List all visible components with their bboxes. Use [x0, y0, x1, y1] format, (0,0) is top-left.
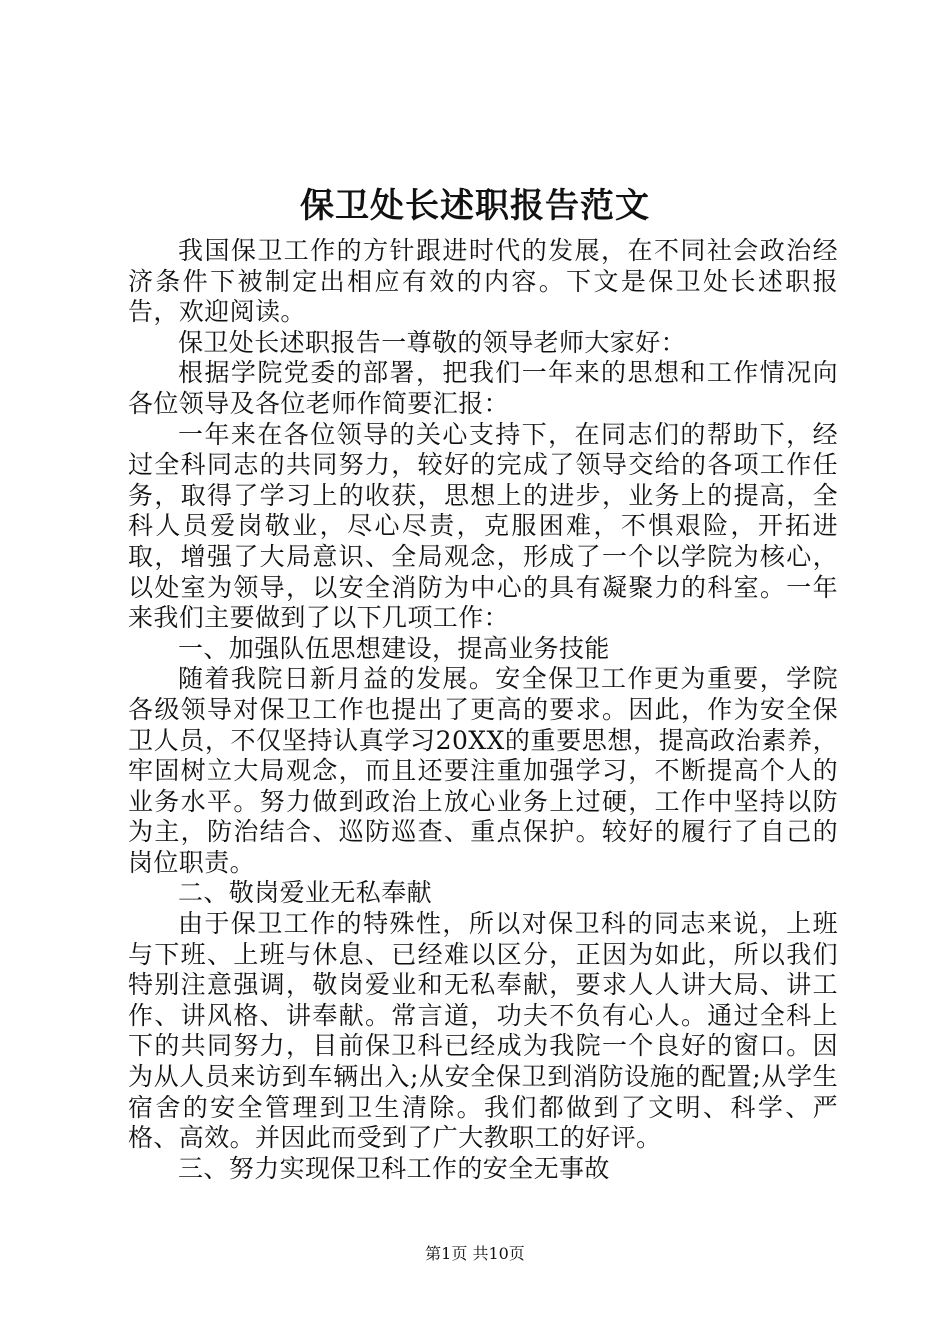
section-heading-2: 二、敬岗爱业无私奉献 [178, 878, 433, 908]
page-number-footer: 第1页 共10页 [425, 1244, 525, 1263]
paragraph-section-2: 由于保卫工作的特殊性，所以对保卫科的同志来说，上班与下班、上班与休息、已经难以区分，正因为如此，所以我们特别注意强调，敬岗爱业和无私奉献，要求人人讲大局、讲工作、讲风格、讲奉献。常言道，功夫不负有心人。通过全科上下的共同努力，目前保卫科已经成为我院一个良好的窗口。因为从人员来访到车辆出入;从安全保卫到消防设施的配置;从学生宿舍的安全管理到卫生清除。我们都做到了文明、科学、严格、高效。并因此而受到了广大教职工的好评。 [128, 909, 838, 1153]
document-title: 保卫处长述职报告范文 [300, 186, 650, 226]
section-heading-1: 一、加强队伍思想建设，提高业务技能 [178, 633, 610, 663]
paragraph-preface: 根据学院党委的部署，把我们一年来的思想和工作情况向各位领导及各位老师作简要汇报： [128, 358, 838, 418]
paragraph-section-1: 随着我院日新月益的发展。安全保卫工作更为重要，学院各级领导对保卫工作也提出了更高的要求。因此，作为安全保卫人员，不仅坚持认真学习20XX的重要思想，提高政治素养，牢固树立大局观念，而且还要注重加强学习，不断提高个人的业务水平。努力做到政治上放心业务上过硬，工作中坚持以防为主，防治结合、巡防巡查、重点保护。较好的履行了自己的岗位职责。 [128, 664, 838, 877]
paragraph-intro: 我国保卫工作的方针跟进时代的发展，在不同社会政治经济条件下被制定出相应有效的内容。下文是保卫处长述职报告，欢迎阅读。 [128, 236, 838, 327]
paragraph-summary: 一年来在各位领导的关心支持下，在同志们的帮助下，经过全科同志的共同努力，较好的完成了领导交给的各项工作任务，取得了学习上的收获，思想上的进步，业务上的提高，全科人员爱岗敬业，尽心尽责，克服困难，不惧艰险，开拓进取，增强了大局意识、全局观念，形成了一个以学院为核心，以处室为领导，以安全消防为中心的具有凝聚力的科室。一年来我们主要做到了以下几项工作： [128, 419, 838, 633]
paragraph-greeting: 保卫处长述职报告一尊敬的领导老师大家好： [178, 327, 687, 357]
section-heading-3: 三、努力实现保卫科工作的安全无事故 [178, 1153, 610, 1183]
document-body [128, 236, 838, 1184]
